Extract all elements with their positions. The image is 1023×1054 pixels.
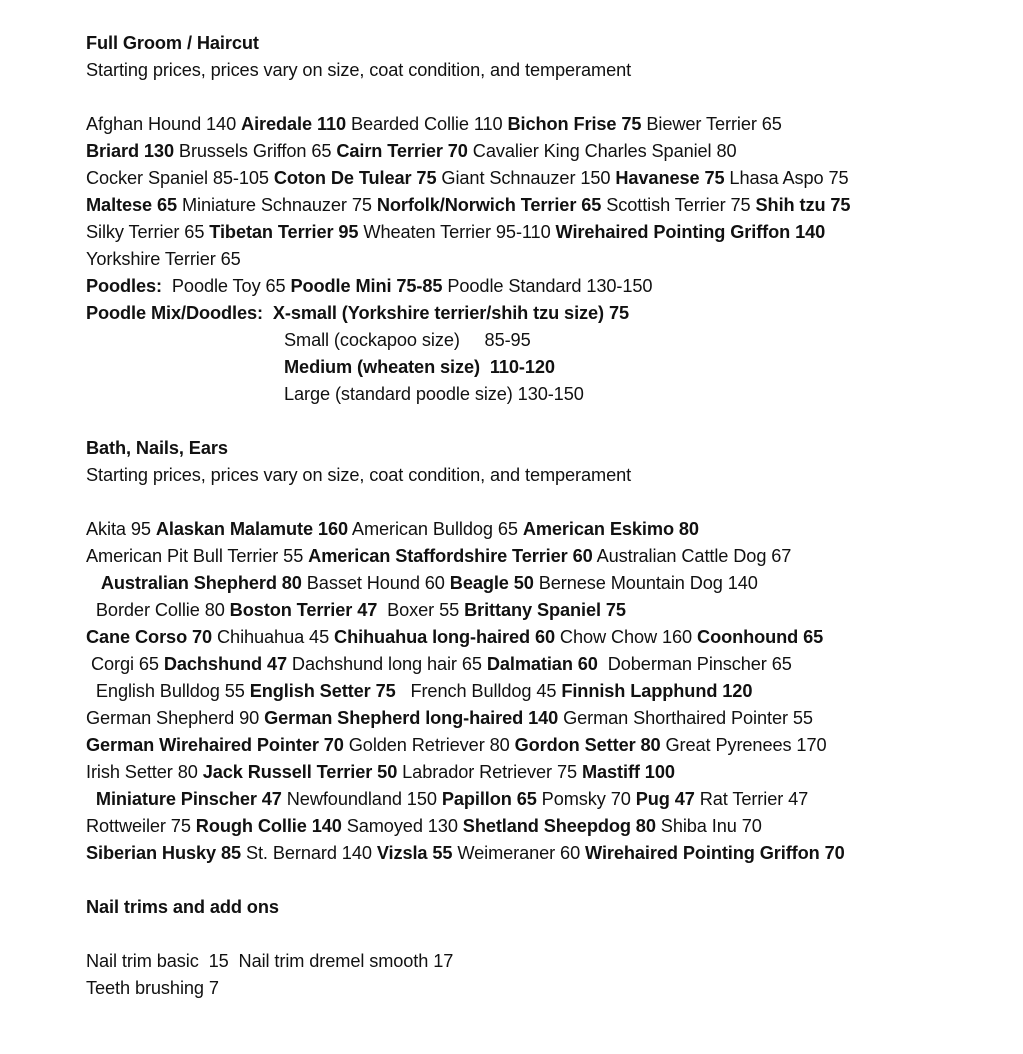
price-entry: Rat Terrier 47 [694,789,809,809]
price-line [86,732,986,759]
price-entry-bold: German Shepherd long-haired 140 [264,708,559,728]
spacer [86,489,986,516]
price-entry: Silky Terrier 65 [86,222,210,242]
price-entry: English Bulldog 55 [95,681,250,701]
price-entry-bold: Cairn Terrier 70 [336,141,468,161]
price-line [86,759,986,786]
price-line [86,354,986,381]
line-indent [86,789,96,809]
price-entry: Wheaten Terrier 95-110 [358,222,556,242]
price-entry: Irish Setter 80 [86,762,203,782]
price-line [86,624,986,651]
price-entry: Labrador Retriever 75 [397,762,582,782]
price-entry-bold: Coonhound 65 [697,627,824,647]
price-line [86,786,986,813]
price-entry: Cocker Spaniel 85-105 [86,168,274,188]
price-entry: Great Pyrenees 170 [660,735,827,755]
line-indent [86,573,101,593]
price-entry-bold: Gordon Setter 80 [514,735,661,755]
section-heading: Bath, Nails, Ears [86,438,228,458]
price-entry: Rottweiler 75 [86,816,196,836]
price-entry: American Bulldog 65 [347,519,523,539]
price-line [86,111,986,138]
price-entry: Cavalier King Charles Spaniel 80 [467,141,737,161]
price-entry: Afghan Hound 140 [86,114,242,134]
price-entry-bold: Tibetan Terrier 95 [209,222,359,242]
price-entry-bold: American Eskimo 80 [522,519,699,539]
section-subtitle: Starting prices, prices vary on size, coat condition, and temperament [86,465,632,485]
price-entry-bold: Mastiff 100 [581,762,675,782]
spacer [86,921,986,948]
price-entry-bold: Rough Collie 140 [195,816,342,836]
price-entry-bold: Chihuahua long-haired 60 [334,627,555,647]
price-entry: Samoyed 130 [341,816,463,836]
price-lines [86,516,986,867]
price-entry-bold: Poodle Mini 75-85 [290,276,443,296]
addons-section [86,894,986,1002]
price-entry: Boxer 55 [377,600,465,620]
price-entry-bold: Dalmatian 60 [486,654,598,674]
price-entry: Bernese Mountain Dog 140 [533,573,758,593]
price-line [86,138,986,165]
price-entry: Giant Schnauzer 150 [436,168,616,188]
price-entry-bold: Siberian Husky 85 [86,843,241,863]
price-entry-bold: Beagle 50 [449,573,534,593]
price-lines [86,111,986,408]
price-entry-bold: Boston Terrier 47 [229,600,378,620]
price-entry-bold: Wirehaired Pointing Griffon 70 [585,843,845,863]
price-entry-bold: Jack Russell Terrier 50 [202,762,398,782]
price-line [86,516,986,543]
price-entry-bold: English Setter 75 [249,681,396,701]
price-entry: Akita 95 [86,519,156,539]
price-line [86,300,986,327]
price-entry: Doberman Pinscher 65 [597,654,792,674]
price-entry: American Pit Bull Terrier 55 [86,546,309,566]
price-entry-bold: Shih tzu 75 [755,195,851,215]
spacer [86,408,986,435]
price-entry: Nail trim basic 15 Nail trim dremel smooth 17 [86,951,454,971]
price-entry-bold: Poodles: [86,276,162,296]
section-subtitle: Starting prices, prices vary on size, coat condition, and temperament [86,60,632,80]
price-line [86,381,986,408]
price-entry: Yorkshire Terrier 65 [86,249,241,269]
price-lines [86,948,986,1002]
price-entry: Biewer Terrier 65 [641,114,782,134]
price-line [86,948,986,975]
price-line [86,651,986,678]
price-entry: Scottish Terrier 75 [601,195,756,215]
price-entry: Border Collie 80 [95,600,230,620]
price-line [86,975,986,1002]
price-entry: St. Bernard 140 [241,843,377,863]
price-entry-bold: Finnish Lapphund 120 [561,681,753,701]
price-entry-bold: Coton De Tulear 75 [273,168,437,188]
price-entry: German Shorthaired Pointer 55 [558,708,813,728]
price-entry-bold: German Wirehaired Pointer 70 [86,735,344,755]
price-entry: Chow Chow 160 [554,627,698,647]
price-entry: Corgi 65 [90,654,164,674]
price-entry-bold: Pug 47 [635,789,695,809]
line-indent [86,600,96,620]
price-line [86,597,986,624]
price-line [86,246,986,273]
price-entry: Dachshund long hair 65 [286,654,487,674]
price-entry-bold: Cane Corso 70 [86,627,213,647]
price-entry-bold: Medium (wheaten size) 110-120 [284,357,555,377]
price-entry: Brussels Griffon 65 [173,141,337,161]
price-list-page [86,30,986,1002]
section-heading: Nail trims and add ons [86,897,279,917]
price-entry-bold: Dachshund 47 [163,654,287,674]
price-entry-bold: Maltese 65 [86,195,178,215]
price-entry-bold: Wirehaired Pointing Griffon 140 [555,222,826,242]
price-entry: Bearded Collie 110 [346,114,508,134]
price-line [86,840,986,867]
price-entry: Basset Hound 60 [301,573,450,593]
price-line [86,678,986,705]
price-entry-bold: Shetland Sheepdog 80 [462,816,656,836]
price-line [86,192,986,219]
price-entry-bold: Miniature Pinscher 47 [95,789,282,809]
price-entry-bold: Airedale 110 [241,114,347,134]
price-entry-bold: Norfolk/Norwich Terrier 65 [376,195,602,215]
spacer [86,84,986,111]
price-line [86,705,986,732]
price-entry: Newfoundland 150 [281,789,442,809]
full-groom-section [86,30,986,408]
price-entry-bold: Brittany Spaniel 75 [464,600,626,620]
price-line [86,570,986,597]
price-line [86,219,986,246]
price-entry: Weimeraner 60 [452,843,586,863]
price-entry: Poodle Standard 130-150 [442,276,653,296]
price-entry: German Shepherd 90 [86,708,265,728]
price-line [86,327,986,354]
price-entry: Poodle Toy 65 [162,276,291,296]
price-entry-bold: Vizsla 55 [376,843,453,863]
price-line [86,165,986,192]
section-heading: Full Groom / Haircut [86,33,259,53]
price-entry: Teeth brushing 7 [86,978,219,998]
price-line [86,543,986,570]
price-line [86,273,986,300]
price-entry: Shiba Inu 70 [655,816,762,836]
price-entry: Miniature Schnauzer 75 [177,195,377,215]
price-entry: French Bulldog 45 [395,681,562,701]
price-entry: Pomsky 70 [536,789,636,809]
price-entry: Large (standard poodle size) 130-150 [284,384,584,404]
price-entry-bold: Alaskan Malamute 160 [155,519,348,539]
price-entry-bold: American Staffordshire Terrier 60 [308,546,593,566]
price-entry-bold: Papillon 65 [441,789,537,809]
price-entry: Small (cockapoo size) 85-95 [284,330,531,350]
price-entry-bold: Briard 130 [86,141,174,161]
price-entry: Chihuahua 45 [212,627,335,647]
price-entry: Lhasa Aspo 75 [724,168,849,188]
spacer [86,867,986,894]
price-entry: Golden Retriever 80 [343,735,515,755]
price-entry-bold: Poodle Mix/Doodles: X-small (Yorkshire terrier/shih tzu size) 75 [86,303,629,323]
price-entry: Australian Cattle Dog 67 [592,546,792,566]
price-entry-bold: Australian Shepherd 80 [100,573,302,593]
bath-section [86,435,986,867]
line-indent [86,681,96,701]
price-entry-bold: Bichon Frise 75 [507,114,642,134]
price-entry-bold: Havanese 75 [615,168,725,188]
price-line [86,813,986,840]
